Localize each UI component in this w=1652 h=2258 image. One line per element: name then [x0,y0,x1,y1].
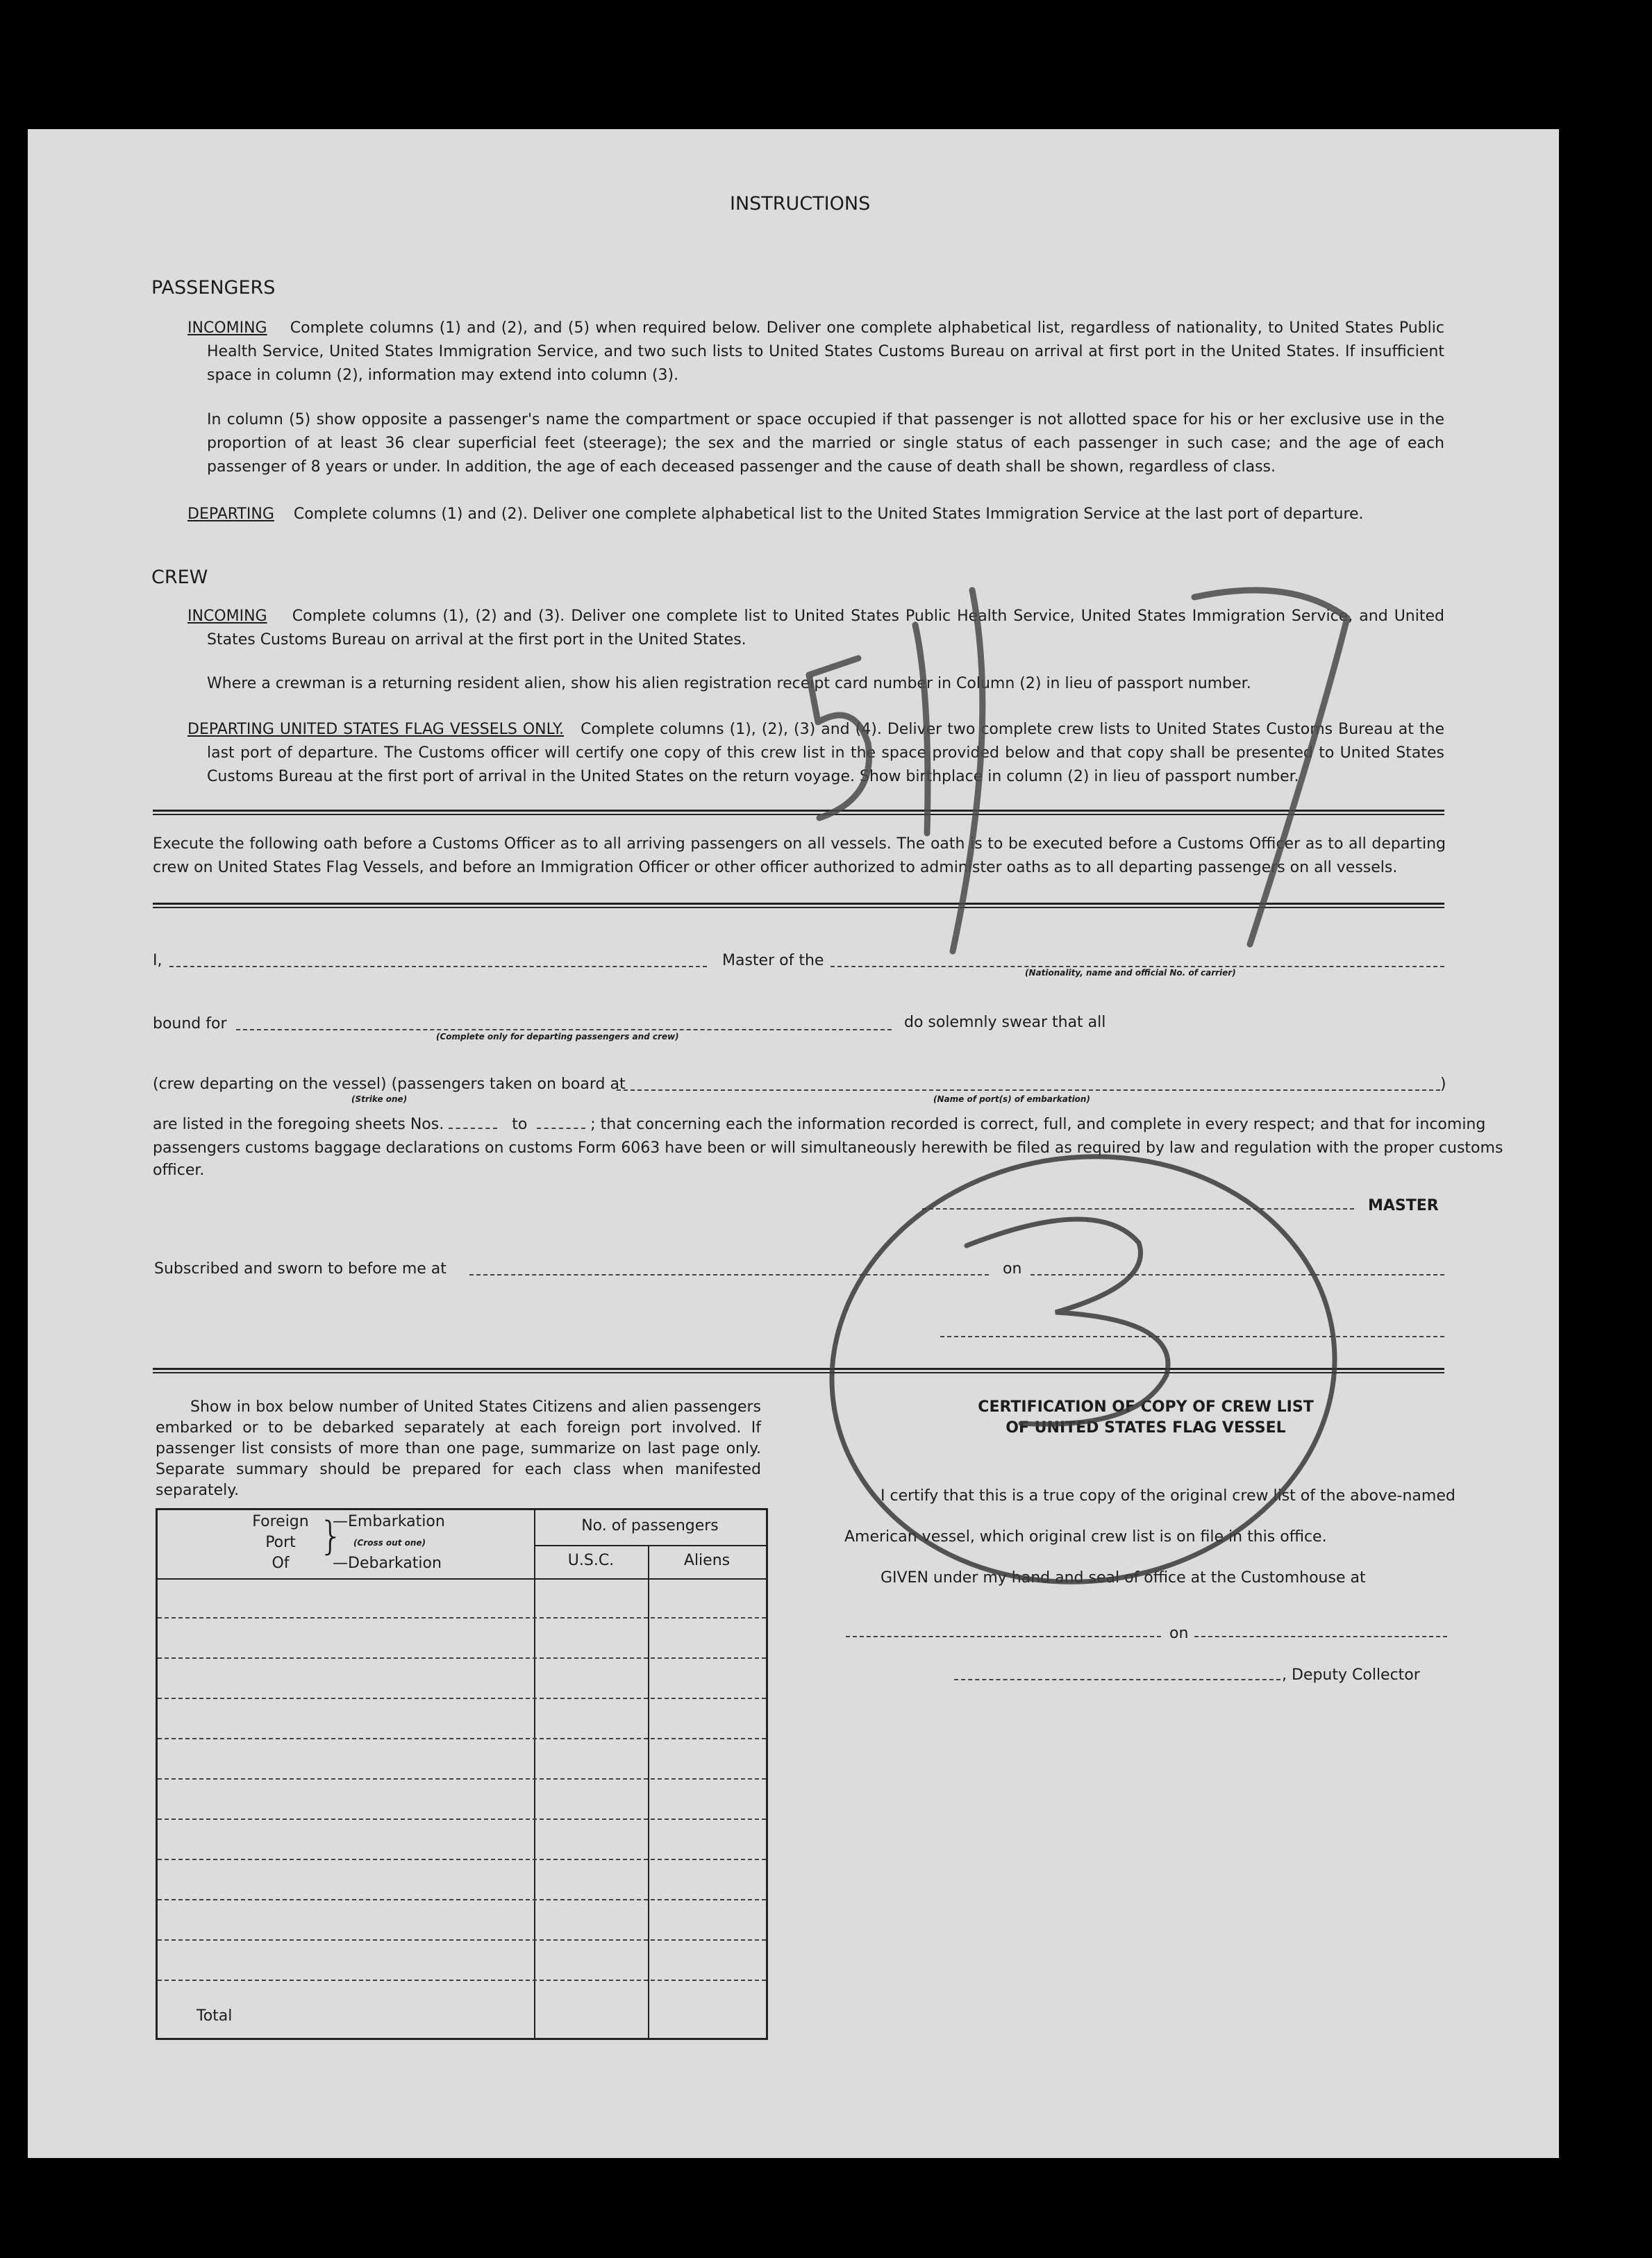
handwritten-number-5117 [809,590,1347,951]
listed-text-2: ; that concerning each the information recorded is correct, full, and complete in every respect; and that for incoming [590,1116,1486,1133]
brace-glyph: } [319,1514,344,1559]
listed-line-4: officer. [153,1162,205,1179]
certification-title-1: CERTIFICATION OF COPY OF CREW LIST [978,1398,1314,1416]
foreign-label: Foreign [252,1513,309,1530]
certify-line-2: American vessel, which original crew list is on file in this office. [844,1528,1327,1546]
passengers-heading: PASSENGERS [151,277,276,299]
no-passengers-header: No. of passengers [581,1517,719,1534]
page-title: INSTRUCTIONS [730,193,871,215]
certify-line-1: I certify that this is a true copy of the original crew list of the above-named [881,1487,1455,1505]
certification-on-label: on [1169,1625,1189,1642]
passengers-incoming-label: INCOMING [187,319,267,337]
close-paren: ) [1440,1076,1446,1093]
strike-one-hint: (Strike one) [351,1094,408,1104]
swear-text: do solemnly swear that all [904,1014,1106,1031]
embarkation-option[interactable]: —Embarkation [333,1513,445,1530]
handwritten-circled-3 [804,1124,1362,1614]
ports-hint: (Name of port(s) of embarkation) [933,1094,1090,1104]
cross-out-hint: (Cross out one) [353,1538,426,1548]
listed-to: to [512,1116,528,1133]
listed-text-1: are listed in the foregoing sheets Nos. [153,1116,444,1133]
subscribed-label: Subscribed and sworn to before me at [154,1260,447,1278]
crew-incoming-text: Complete columns (1), (2) and (3). Deliver one complete list to United States Public Health Service, United States Immigration Service, and United States Customs Bureau on arrival at the first port in the United States. [207,608,1444,649]
bound-for-label: bound for [153,1015,227,1032]
listed-line-3: passengers customs baggage declarations on customs Form 6063 have been or will simultaneously herewith be filed as required by law and regulation with the proper customs [153,1139,1503,1157]
total-label: Total [197,2007,233,2025]
nationality-hint: (Nationality, name and official No. of carrier) [1025,968,1236,978]
crew-incoming-label: INCOMING [187,608,267,625]
debarkation-option[interactable]: —Debarkation [333,1555,442,1572]
crew-departing-label: DEPARTING UNITED STATES FLAG VESSELS ONLY. [187,721,564,738]
subscribed-on-label: on [1003,1260,1022,1278]
passengers-column5-paragraph: In column (5) show opposite a passenger's name the compartment or space occupied if that passenger is not allotted space for his or her exclusive use in the proportion of at least 36 clear superficial feet (steerage); the sex and the married or single status of each passenger in such case; and the age of each passenger of 8 years or under. In addition, the age of each deceased passenger and the cause of death shall be shown, regardless of class. [207,411,1444,476]
master-label: MASTER [1368,1197,1439,1214]
passengers-departing-label: DEPARTING [187,505,274,523]
crew-returning-text: Where a crewman is a returning resident alien, show his alien registration receipt card number in Column (2) in lieu of passport number. [207,675,1251,692]
aliens-header: Aliens [683,1552,731,1569]
oath-i-label: I, [153,952,162,969]
passengers-departing-text: Complete columns (1) and (2). Deliver one complete alphabetical list to the United States Immigration Service at the last port of departure. [293,505,1364,523]
bound-hint: (Complete only for departing passengers and crew) [436,1032,679,1042]
usc-header: U.S.C. [567,1552,615,1569]
given-line: GIVEN under my hand and seal of office at the Customhouse at [881,1569,1366,1587]
port-label: Port [265,1534,296,1551]
summary-instructions: Show in box below number of United States Citizens and alien passengers embarked or to be debarked separately at each foreign port involved. If passenger list consists of more than one page, summarize on last page only. Separate summary should be prepared for each class when manifested separately. [156,1398,761,1499]
crew-departing-text-line: (crew departing on the vessel) (passengers taken on board at [153,1076,626,1093]
oath-intro: Execute the following oath before a Customs Officer as to all arriving passengers on all vessels. The oath is to be executed before a Customs Officer as to all departing crew on United States Flag Vessels, and before an Immigration Officer or other officer authorized to administer oaths as to all departing passengers on all vessels. [153,835,1446,876]
crew-departing-text: Complete columns (1), (2), (3) and (4). Deliver two complete crew lists to United States Customs Bureau at the last port of departure. The Customs officer will certify one copy of this crew list in the space provided below and that copy shall be presented to United States Customs Bureau at the first port of arrival in the United States on the return voyage. Show birthplace in column (2) in lieu of passport number. [207,721,1444,785]
crew-heading: CREW [151,567,208,588]
passengers-incoming-text: Complete columns (1) and (2), and (5) when required below. Deliver one complete alphabetical list, regardless of nationality, to United States Public Health Service, United States Immigration Service, and two such lists to United States Customs Bureau on arrival at first port in the United States. If insufficient space in column (2), information may extend into column (3). [207,319,1444,384]
deputy-collector-label: , Deputy Collector [1282,1666,1420,1684]
master-of-the-label: Master of the [722,952,824,969]
certification-title-2: OF UNITED STATES FLAG VESSEL [1006,1419,1286,1437]
of-label: Of [272,1555,290,1572]
